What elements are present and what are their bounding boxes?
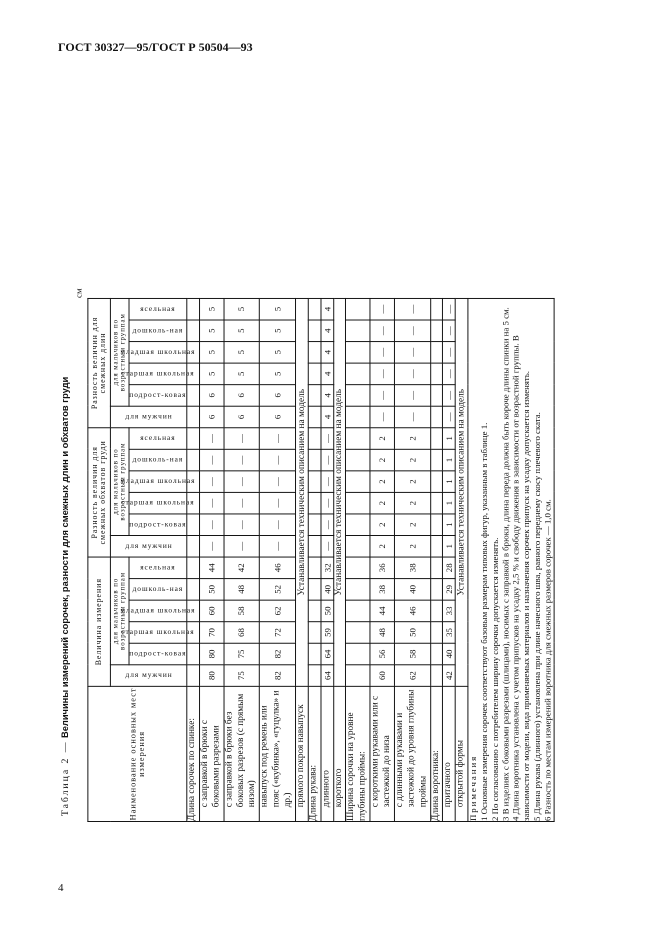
- header-age-group: дошколь-ная: [129, 449, 187, 471]
- value-cell: [308, 514, 321, 536]
- value-cell: —: [394, 341, 430, 363]
- table-row: [370, 298, 394, 821]
- value-cell: —: [321, 514, 334, 536]
- value-cell: —: [443, 385, 456, 407]
- row-label: притачного: [443, 686, 456, 821]
- value-cell: 44: [199, 557, 223, 579]
- header-age-group: младшая школьная: [129, 471, 187, 493]
- value-cell: 4: [321, 341, 334, 363]
- value-cell: —: [260, 535, 296, 557]
- value-cell: [308, 428, 321, 450]
- value-cell: [430, 363, 443, 385]
- value-cell: —: [443, 341, 456, 363]
- value-cell: 5: [224, 320, 260, 342]
- row-span-note: Устанавливается техническим описанием на модель: [295, 298, 308, 686]
- value-cell: 38: [370, 579, 394, 601]
- caption-title: Величины измерений сорочек, разности для смежных длин и обхватов груди: [59, 376, 71, 738]
- value-cell: —: [321, 471, 334, 493]
- table-row: [443, 298, 456, 821]
- value-cell: [308, 622, 321, 644]
- value-cell: —: [199, 471, 223, 493]
- value-cell: [346, 600, 370, 622]
- value-cell: [430, 535, 443, 557]
- value-cell: 60: [199, 600, 223, 622]
- value-cell: 59: [321, 622, 334, 644]
- value-cell: 2: [370, 449, 394, 471]
- table-row: [333, 298, 346, 821]
- header-age-group: старшая школьная: [129, 363, 187, 385]
- value-cell: —: [224, 492, 260, 514]
- note-item: 6 Разность по местам измерений воротника для смежных размеров сорочек — 1,0 см.: [542, 499, 553, 822]
- note-item: 5 Длина рукава (длинного) установлена при длине начесного шва, равного переднему скосу плечевого ската.: [531, 412, 542, 822]
- value-cell: —: [224, 449, 260, 471]
- note-item: 1 Основные измерения сорочек соответствуют базовым размерам типовых фигур, указанным в таблице 1.: [479, 422, 489, 822]
- value-cell: [430, 385, 443, 407]
- value-cell: [308, 535, 321, 557]
- value-cell: [308, 600, 321, 622]
- value-cell: [430, 622, 443, 644]
- value-cell: 62: [394, 665, 430, 687]
- value-cell: 5: [199, 298, 223, 320]
- value-cell: 48: [370, 622, 394, 644]
- value-cell: [430, 665, 443, 687]
- note-item: 2 По согласованию с потребителем ширину сорочки допускается изменять.: [489, 537, 500, 822]
- value-cell: 2: [394, 428, 430, 450]
- value-cell: [430, 320, 443, 342]
- value-cell: [346, 557, 370, 579]
- value-cell: 80: [199, 643, 223, 665]
- header-boys-groups: для мальчиков по возрастным группам: [110, 428, 129, 536]
- value-cell: 2: [370, 535, 394, 557]
- value-cell: [430, 514, 443, 536]
- value-cell: 33: [443, 600, 456, 622]
- value-cell: 2: [370, 492, 394, 514]
- row-label: с заправкой в брюки с боковыми разрезами: [199, 686, 223, 821]
- page-header: ГОСТ 30327—95/ГОСТ Р 50504—93: [58, 40, 253, 54]
- value-cell: [346, 535, 370, 557]
- value-cell: 2: [394, 449, 430, 471]
- value-cell: [346, 406, 370, 428]
- table-caption: [60, 52, 71, 816]
- value-cell: 5: [199, 320, 223, 342]
- row-label: прямого покроя навыпуск: [295, 686, 308, 821]
- value-cell: 6: [199, 406, 223, 428]
- header-age-group: подрост-ковая: [129, 514, 187, 536]
- header-measure: Величина измерения: [88, 557, 111, 686]
- value-cell: —: [260, 514, 296, 536]
- value-cell: 75: [224, 665, 260, 687]
- value-cell: [308, 363, 321, 385]
- value-cell: —: [199, 514, 223, 536]
- value-cell: —: [224, 471, 260, 493]
- value-cell: 52: [260, 579, 296, 601]
- value-cell: —: [321, 428, 334, 450]
- row-label: с заправкой в брюки без боковых разрезов (с прямым низом): [224, 686, 260, 821]
- value-cell: —: [370, 341, 394, 363]
- value-cell: [308, 449, 321, 471]
- value-cell: [430, 449, 443, 471]
- value-cell: —: [321, 492, 334, 514]
- header-diff-girths: Разность величин для смежных обхватов груди: [88, 428, 111, 557]
- value-cell: 4: [321, 363, 334, 385]
- value-cell: —: [199, 449, 223, 471]
- value-cell: 58: [394, 643, 430, 665]
- value-cell: 75: [224, 643, 260, 665]
- value-cell: 50: [321, 600, 334, 622]
- value-cell: 82: [260, 665, 296, 687]
- value-cell: [308, 665, 321, 687]
- row-label: открытой формы: [455, 686, 468, 821]
- value-cell: [187, 557, 200, 579]
- table-row: [199, 298, 223, 821]
- value-cell: 4: [321, 406, 334, 428]
- value-cell: [346, 492, 370, 514]
- value-cell: [187, 428, 200, 450]
- header-age-group: ясельная: [129, 428, 187, 450]
- value-cell: 1: [443, 471, 456, 493]
- value-cell: 1: [443, 514, 456, 536]
- value-cell: [430, 341, 443, 363]
- value-cell: [430, 643, 443, 665]
- row-label: Длина воротника:: [430, 686, 443, 821]
- value-cell: [430, 428, 443, 450]
- notes-cell: [468, 298, 554, 821]
- header-age-group: младшая школьная: [129, 341, 187, 363]
- value-cell: 70: [199, 622, 223, 644]
- value-cell: —: [394, 320, 430, 342]
- row-label: длинного: [321, 686, 334, 821]
- value-cell: 38: [394, 557, 430, 579]
- value-cell: 2: [370, 471, 394, 493]
- value-cell: [187, 406, 200, 428]
- header-age-group: старшая школьная: [129, 622, 187, 644]
- value-cell: [346, 643, 370, 665]
- value-cell: 5: [224, 363, 260, 385]
- value-cell: [346, 665, 370, 687]
- table-row: [394, 298, 430, 821]
- row-label: с короткими рукавами или с застежкой до низа: [370, 686, 394, 821]
- note-item: 4 Длина воротника установлена с учетом припусков на усадку 2,5 % и свободу движения в зависимости от возрастной группы. В зависимости от модели, вида применяемых материалов и назначения сорочек припуск на усадку допускается изменять.: [510, 335, 532, 822]
- value-cell: 60: [370, 665, 394, 687]
- table-row: [308, 298, 321, 821]
- value-cell: [187, 643, 200, 665]
- value-cell: 2: [394, 514, 430, 536]
- value-cell: 5: [199, 341, 223, 363]
- value-cell: 50: [394, 622, 430, 644]
- value-cell: [187, 298, 200, 320]
- header-age-group: младшая школьная: [129, 600, 187, 622]
- value-cell: [430, 557, 443, 579]
- value-cell: 4: [321, 320, 334, 342]
- header-name: Наименование основных мест измерения: [88, 686, 187, 821]
- header-age-group: старшая школьная: [129, 492, 187, 514]
- table-row: [455, 298, 468, 821]
- page-number: 4: [58, 882, 64, 894]
- table-row: [224, 298, 260, 821]
- value-cell: 42: [443, 665, 456, 687]
- value-cell: 64: [321, 643, 334, 665]
- value-cell: 46: [260, 557, 296, 579]
- value-cell: [187, 579, 200, 601]
- value-cell: [187, 514, 200, 536]
- value-cell: —: [224, 428, 260, 450]
- value-cell: 6: [224, 385, 260, 407]
- value-cell: [308, 557, 321, 579]
- value-cell: 5: [260, 320, 296, 342]
- header-diff-lengths: Разность величин для смежных длин: [88, 298, 111, 427]
- value-cell: [346, 320, 370, 342]
- notes-title: Примечания: [468, 754, 479, 822]
- value-cell: 29: [443, 579, 456, 601]
- value-cell: [187, 320, 200, 342]
- value-cell: 5: [260, 298, 296, 320]
- value-cell: —: [199, 492, 223, 514]
- row-label: Длина сорочек по спинке:: [187, 686, 200, 821]
- row-label: с длинными рукавами и застежкой до уровня глубины проймы: [394, 686, 430, 821]
- value-cell: 62: [260, 600, 296, 622]
- value-cell: —: [224, 535, 260, 557]
- value-cell: 35: [443, 622, 456, 644]
- value-cell: [187, 385, 200, 407]
- header-men: для мужчин: [110, 406, 186, 428]
- value-cell: 2: [394, 535, 430, 557]
- value-cell: 2: [394, 471, 430, 493]
- value-cell: [346, 428, 370, 450]
- table-row: [346, 298, 370, 821]
- row-label: навыпуск под ремень или пояс («кубинка», «гуцулка» и др.): [260, 686, 296, 821]
- value-cell: 6: [260, 406, 296, 428]
- value-cell: [346, 622, 370, 644]
- value-cell: 1: [443, 428, 456, 450]
- value-cell: 40: [443, 643, 456, 665]
- value-cell: [430, 471, 443, 493]
- value-cell: [346, 471, 370, 493]
- value-cell: —: [394, 298, 430, 320]
- value-cell: [430, 600, 443, 622]
- header-men: для мужчин: [110, 665, 186, 687]
- value-cell: —: [224, 514, 260, 536]
- value-cell: —: [443, 298, 456, 320]
- value-cell: 5: [224, 298, 260, 320]
- value-cell: 58: [224, 600, 260, 622]
- value-cell: —: [394, 406, 430, 428]
- header-boys-groups: для мальчиков по возрастным группам: [110, 298, 129, 406]
- value-cell: —: [321, 449, 334, 471]
- value-cell: [430, 492, 443, 514]
- value-cell: —: [443, 363, 456, 385]
- row-label: Ширина сорочки на уровне глубины проймы:: [346, 686, 370, 821]
- value-cell: 2: [370, 514, 394, 536]
- value-cell: 28: [443, 557, 456, 579]
- value-cell: —: [370, 298, 394, 320]
- rotated-table-block: [58, 58, 559, 822]
- header-age-group: дошколь-ная: [129, 579, 187, 601]
- value-cell: —: [260, 428, 296, 450]
- value-cell: [346, 341, 370, 363]
- row-label: короткого: [333, 686, 346, 821]
- value-cell: [430, 579, 443, 601]
- header-men: для мужчин: [110, 535, 186, 557]
- value-cell: [308, 471, 321, 493]
- row-span-note: Устанавливается техническим описанием на модель: [333, 298, 346, 686]
- value-cell: 56: [370, 643, 394, 665]
- value-cell: 36: [370, 557, 394, 579]
- measurements-table: [87, 298, 554, 822]
- value-cell: [187, 665, 200, 687]
- value-cell: 1: [443, 492, 456, 514]
- header-age-group: ясельная: [129, 298, 187, 320]
- value-cell: [308, 406, 321, 428]
- value-cell: [308, 298, 321, 320]
- row-label: Длина рукава:: [308, 686, 321, 821]
- value-cell: 40: [321, 579, 334, 601]
- value-cell: [308, 643, 321, 665]
- value-cell: [187, 535, 200, 557]
- value-cell: 64: [321, 665, 334, 687]
- value-cell: [308, 492, 321, 514]
- table-row: [321, 298, 334, 821]
- value-cell: 5: [224, 341, 260, 363]
- value-cell: —: [394, 363, 430, 385]
- value-cell: —: [199, 428, 223, 450]
- row-span-note: Устанавливается техническим описанием на модель: [455, 298, 468, 686]
- value-cell: [308, 341, 321, 363]
- value-cell: 44: [370, 600, 394, 622]
- value-cell: [346, 449, 370, 471]
- unit-label: см: [73, 288, 84, 298]
- value-cell: 2: [394, 492, 430, 514]
- value-cell: 5: [199, 363, 223, 385]
- value-cell: —: [443, 320, 456, 342]
- value-cell: 40: [394, 579, 430, 601]
- value-cell: —: [260, 471, 296, 493]
- value-cell: —: [321, 535, 334, 557]
- header-age-group: подрост-ковая: [129, 385, 187, 407]
- value-cell: —: [260, 449, 296, 471]
- value-cell: [346, 298, 370, 320]
- value-cell: [430, 406, 443, 428]
- value-cell: 4: [321, 298, 334, 320]
- table-row: [430, 298, 443, 821]
- value-cell: —: [199, 535, 223, 557]
- value-cell: —: [394, 385, 430, 407]
- value-cell: 32: [321, 557, 334, 579]
- value-cell: 6: [224, 406, 260, 428]
- table-row: [260, 298, 296, 821]
- value-cell: 42: [224, 557, 260, 579]
- value-cell: [346, 385, 370, 407]
- value-cell: [430, 298, 443, 320]
- value-cell: [346, 514, 370, 536]
- value-cell: 80: [199, 665, 223, 687]
- value-cell: 5: [260, 341, 296, 363]
- value-cell: [346, 579, 370, 601]
- header-age-group: ясельная: [129, 557, 187, 579]
- value-cell: 48: [224, 579, 260, 601]
- value-cell: 6: [199, 385, 223, 407]
- value-cell: —: [370, 320, 394, 342]
- value-cell: [308, 385, 321, 407]
- value-cell: —: [443, 406, 456, 428]
- value-cell: 1: [443, 449, 456, 471]
- value-cell: 50: [199, 579, 223, 601]
- note-item: 3 В изделиях с боковыми разрезами (шлицами), носимых с заправкой в брюки, длина переда должна быть короче длины спинки на 5 см.: [500, 307, 511, 822]
- header-age-group: подрост-ковая: [129, 643, 187, 665]
- value-cell: 68: [224, 622, 260, 644]
- value-cell: 5: [260, 363, 296, 385]
- value-cell: 72: [260, 622, 296, 644]
- value-cell: 46: [394, 600, 430, 622]
- value-cell: [346, 363, 370, 385]
- value-cell: [308, 579, 321, 601]
- value-cell: —: [260, 492, 296, 514]
- value-cell: 1: [443, 535, 456, 557]
- table-row: [295, 298, 308, 821]
- header-boys-groups: для мальчиков по возрастным группам: [110, 557, 129, 665]
- value-cell: 6: [260, 385, 296, 407]
- header-age-group: дошколь-ная: [129, 320, 187, 342]
- value-cell: 82: [260, 643, 296, 665]
- value-cell: —: [370, 406, 394, 428]
- value-cell: 4: [321, 385, 334, 407]
- caption-prefix: Таблица 2 —: [59, 740, 71, 817]
- value-cell: [308, 320, 321, 342]
- value-cell: —: [370, 363, 394, 385]
- value-cell: —: [370, 385, 394, 407]
- value-cell: 2: [370, 428, 394, 450]
- value-cell: [187, 449, 200, 471]
